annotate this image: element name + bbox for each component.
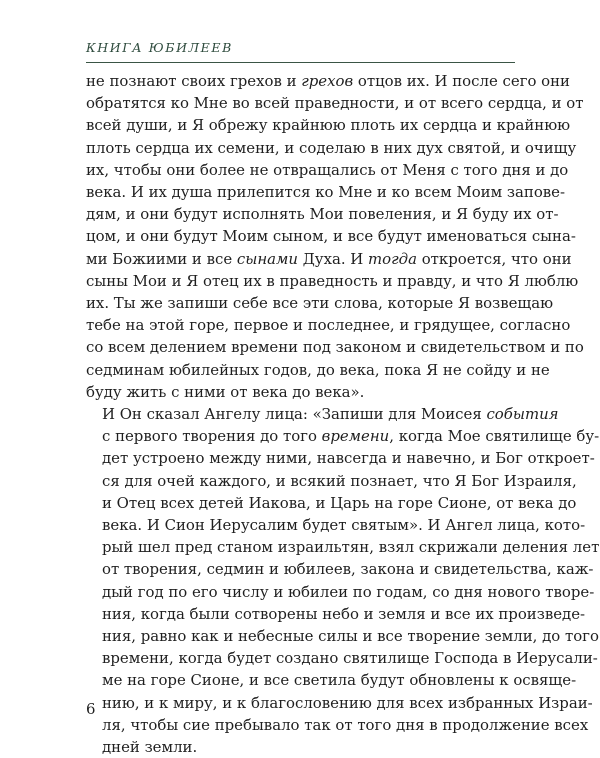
text-line — [86, 137, 577, 159]
text-run: дям, и они будут исполнять Мои повеления, и Я буду их от- — [86, 205, 559, 224]
italic-text: сынами — [236, 249, 298, 268]
paragraph-2 — [86, 403, 600, 758]
text-line — [86, 536, 600, 558]
italic-text: времени — [321, 427, 390, 446]
text-line — [86, 558, 594, 580]
text-line — [86, 492, 577, 514]
italic-text: грехов — [301, 72, 354, 90]
text-run: времени, когда будет создано святилище Господа в Иерусали- — [102, 649, 598, 668]
text-run: тебе на этой горе, первое и последнее, и грядущее, согласно — [86, 316, 571, 335]
text-run: их, чтобы они более не отвращались от Меня с того дня и до — [86, 160, 569, 179]
text-run: со всем делением времени под законом и свидетельством и по — [86, 338, 584, 357]
text-run: не познают своих грехов и — [86, 72, 302, 90]
text-line — [86, 114, 571, 136]
text-line — [86, 336, 584, 358]
text-run: века. И Сион Иерусалим будет святым». И Ангел лица, кото- — [102, 516, 586, 535]
text-line — [86, 248, 572, 270]
text-run: рый шел пред станом израильтян, взял скрижали деления лет — [102, 538, 600, 557]
text-line — [86, 181, 566, 203]
text-line — [86, 203, 559, 225]
header-rule — [86, 62, 515, 63]
text-run: цом, и они будут Моим сыном, и все будут именоваться сына- — [86, 227, 576, 246]
text-line — [86, 270, 579, 292]
text-run: с первого творения до того — [102, 427, 322, 446]
text-run: плоть сердца их семени, и соделаю в них дух святой, и очищу — [86, 138, 577, 157]
body-text — [86, 70, 600, 758]
italic-text: события — [486, 405, 559, 424]
text-line — [86, 425, 600, 447]
italic-text: тогда — [368, 249, 417, 268]
paragraph-1 — [86, 70, 584, 403]
text-run: ния, когда были сотворены небо и земля и все их произведе- — [102, 604, 586, 623]
text-run: обратятся ко Мне во всей праведности, и от всего сердца, и от — [86, 94, 584, 113]
text-line — [86, 92, 584, 114]
text-run: и Отец всех детей Иакова, и Царь на горе Сионе, от века до — [102, 493, 577, 512]
text-run: их. Ты же запиши себе все эти слова, которые Я возвещаю — [86, 294, 554, 313]
text-line — [86, 581, 595, 603]
text-line — [86, 159, 569, 181]
text-line — [86, 381, 516, 403]
text-run: седминам юбилейных годов, до века, пока Я не сойду и не — [86, 360, 550, 379]
text-run: И Он сказал Ангелу лица: «Запиши для Моисея — [102, 405, 487, 424]
text-run: ме на горе Сионе, и все светила будут обновлены к освяще- — [102, 671, 577, 690]
text-line — [86, 625, 599, 647]
text-line — [86, 292, 554, 314]
text-line — [86, 403, 559, 425]
text-line — [86, 314, 571, 336]
text-run: ми Божиими и все — [86, 249, 237, 268]
text-run: дней земли. — [102, 738, 198, 757]
text-line — [86, 514, 586, 536]
text-run: откроется, что они — [416, 249, 572, 268]
text-run: дый год по его числу и юбилеи по годам, со дня нового творе- — [102, 582, 595, 601]
text-line — [86, 225, 576, 247]
text-line — [86, 447, 595, 469]
text-run: всей души, и Я обрежу крайнюю плоть их сердца и крайнюю — [86, 116, 571, 135]
text-line — [86, 669, 577, 691]
text-run: дет устроено между ними, навсегда и навечно, и Бог откроет- — [102, 449, 595, 468]
text-run: нию, и к миру, и к благословению для всех избранных Израи- — [102, 693, 593, 712]
text-line — [86, 736, 516, 758]
page-number: 6 — [86, 700, 96, 718]
running-header: КНИГА ЮБИЛЕЕВ — [86, 40, 233, 55]
text-run: буду жить с ними от века до века». — [86, 382, 365, 401]
text-run: от творения, седмин и юбилеев, закона и свидетельства, каж- — [102, 560, 594, 579]
text-run: отцов их. И после сего они — [353, 72, 570, 90]
text-run: сыны Мои и Я отец их в праведность и правду, и что Я люблю — [86, 271, 579, 290]
text-line — [86, 647, 598, 669]
text-line — [86, 470, 577, 492]
text-line — [86, 603, 586, 625]
text-line — [86, 692, 593, 714]
text-run: , когда Мое святилище бу- — [389, 427, 600, 446]
text-line — [86, 70, 570, 92]
text-run: ля, чтобы сие пребывало так от того дня в продолжение всех — [102, 715, 589, 734]
text-run: века. И их душа прилепится ко Мне и ко всем Моим запове- — [86, 183, 566, 202]
text-line — [86, 714, 589, 736]
text-run: ния, равно как и небесные силы и все творение земли, до того — [102, 627, 599, 646]
text-run: Духа. И — [297, 249, 369, 268]
text-line — [86, 359, 550, 381]
text-run: ся для очей каждого, и всякий познает, что Я Бог Израиля, — [102, 471, 577, 490]
